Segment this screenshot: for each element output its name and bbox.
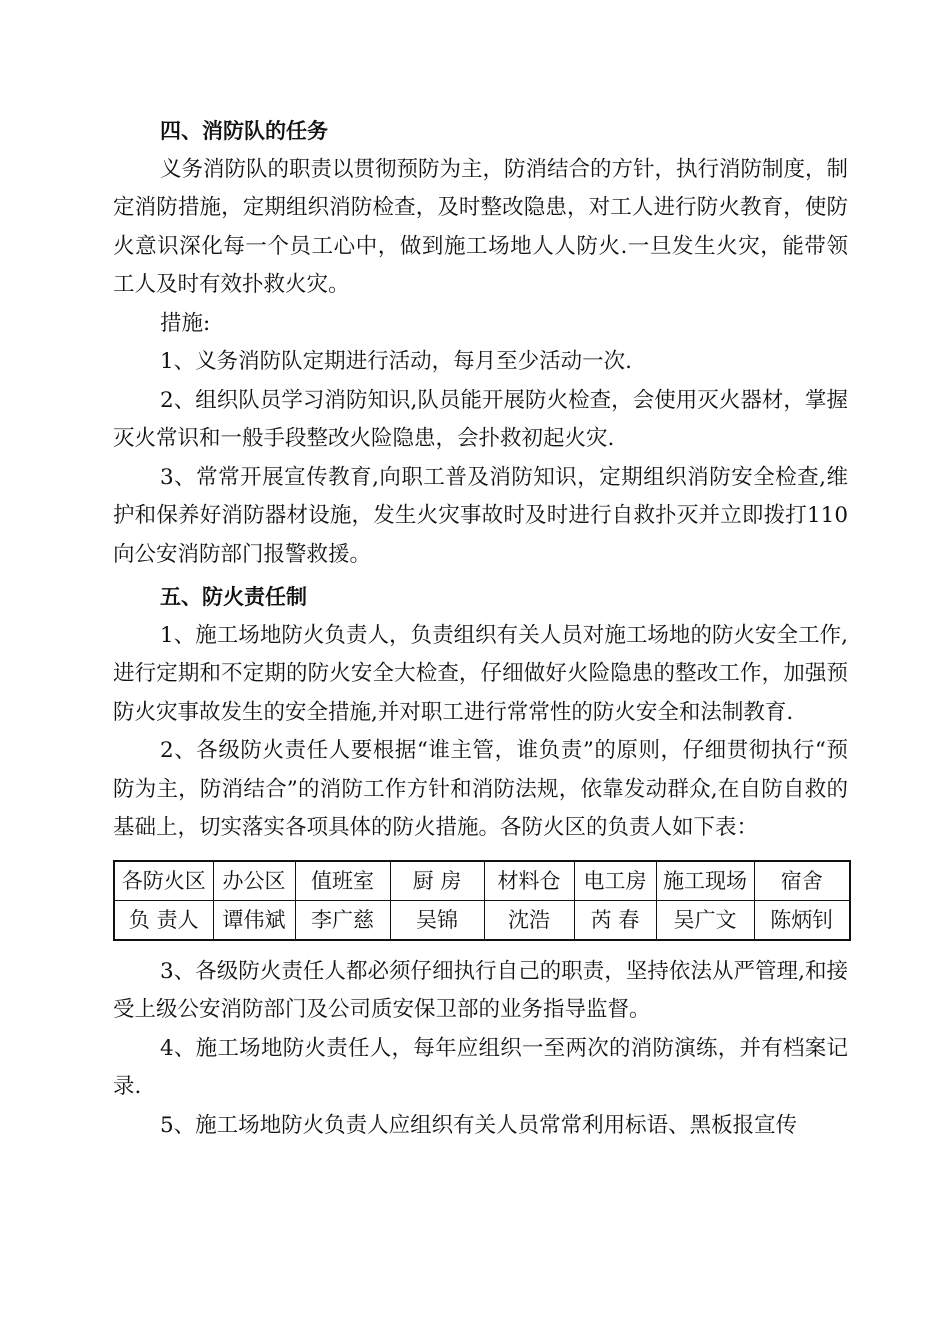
responsibility-item-2: 2、各级防火责任人要根据“谁主管，谁负责”的原则，仔细贯彻执行“预防为主，防消结合”的消防工作方针和消防法规，依靠发动群众,在自防自救的基础上，切实落实各项具体的防火措施。各防火区的负责人如下表：	[113, 738, 848, 840]
table-header-row	[114, 861, 850, 901]
table-cell: 电工房	[574, 861, 656, 901]
measure-item-3: 3、常常开展宣传教育,向职工普及消防知识，定期组织消防安全检查,维护和保养好消防器材设施，发生火灾事故时及时进行自救扑灭并立即拨打110向公安消防部门报警救援。	[113, 464, 848, 567]
table-cell: 陈炳钊	[754, 900, 850, 940]
table-cell: 李广慈	[295, 900, 390, 940]
table-cell: 值班室	[295, 861, 390, 901]
document-page	[113, 112, 848, 1145]
section-4-intro: 义务消防队的职责以贯彻预防为主，防消结合的方针，执行消防制度，制定消防措施，定期组织消防检查，及时整改隐患，对工人进行防火教育，使防火意识深化每一个员工心中，做到施工场地人人防火.一旦发生火灾，能带领工人及时有效扑救火灾。	[113, 156, 849, 297]
responsibility-item-1: 1、施工场地防火负责人，负责组织有关人员对施工场地的防火安全工作,进行定期和不定期的防火安全大检查，仔细做好火险隐患的整改工作，加强预防火灾事故发生的安全措施,并对职工进行常常性的防火安全和法制教育.	[113, 622, 848, 725]
table-cell: 吴广文	[656, 900, 754, 940]
responsibility-item-5: 5、施工场地防火负责人应组织有关人员常常利用标语、黑板报宣传	[160, 1112, 798, 1138]
measure-item-2: 2、组织队员学习消防知识,队员能开展防火检查，会使用灭火器材，掌握灭火常识和一般手段整改火险隐患，会扑救初起火灾.	[113, 387, 848, 451]
table-cell: 宿舍	[754, 861, 850, 901]
measure-item-1: 1、义务消防队定期进行活动，每月至少活动一次.	[160, 349, 633, 374]
table-row	[114, 900, 850, 940]
table-cell: 芮 春	[574, 900, 656, 940]
responsibility-item-4: 4、施工场地防火责任人，每年应组织一至两次的消防演练，并有档案记录.	[113, 1035, 848, 1099]
table-cell: 吴锦	[390, 900, 484, 940]
responsibility-item-3: 3、各级防火责任人都必须仔细执行自己的职责，坚持依法从严管理,和接受上级公安消防部门及公司质安保卫部的业务指导监督。	[113, 958, 848, 1022]
section-5-heading: 五、防火责任制	[160, 585, 307, 609]
table-cell: 施工现场	[656, 861, 754, 901]
table-cell: 谭伟斌	[213, 900, 295, 940]
section-4-heading: 四、消防队的任务	[160, 119, 328, 143]
table-cell: 厨 房	[390, 861, 484, 901]
table-cell: 沈浩	[484, 900, 574, 940]
fire-zone-table	[113, 860, 851, 941]
table-cell: 材料仓	[484, 861, 574, 901]
table-cell: 办公区	[213, 861, 295, 901]
table-cell: 各防火区	[114, 861, 213, 901]
table-cell: 负 责人	[114, 900, 213, 940]
measures-label: 措施:	[160, 310, 211, 336]
